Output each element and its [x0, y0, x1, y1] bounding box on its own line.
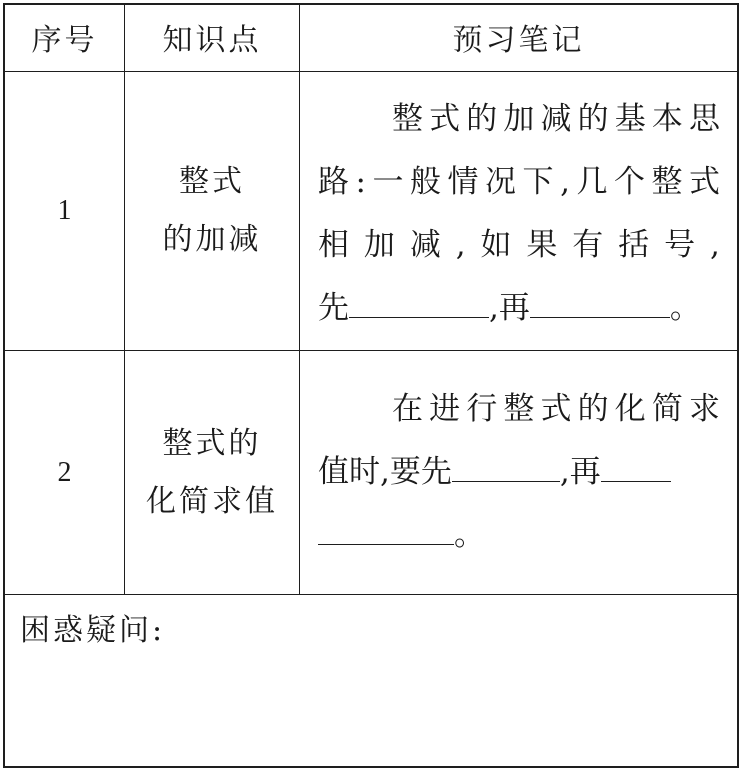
- answer-blank[interactable]: [530, 289, 670, 318]
- topic-line: 化简求值: [146, 483, 278, 519]
- note-line: [318, 214, 720, 277]
- note-char: 情: [447, 164, 479, 200]
- note-fill-line: [318, 504, 720, 567]
- note-char: :: [355, 164, 366, 200]
- note-char: 整: [392, 101, 423, 137]
- note-char: 加: [363, 227, 395, 263]
- row-topic: [125, 72, 299, 350]
- topic-line: 的加减: [162, 222, 262, 257]
- topic-line: 整式: [179, 164, 245, 199]
- doubts-label: 困惑疑问:: [20, 613, 166, 648]
- note-prefix: 值时,要先: [318, 454, 452, 490]
- note-char: 相: [318, 227, 349, 263]
- note-fill-line: [318, 441, 720, 504]
- answer-blank[interactable]: [349, 289, 489, 318]
- note-char: 几: [576, 164, 608, 200]
- note-char: 本: [651, 101, 683, 137]
- note-char: 括: [618, 227, 650, 263]
- row-notes: [318, 88, 720, 340]
- note-char: 简: [651, 391, 683, 427]
- note-middle: ,再: [489, 290, 530, 326]
- note-line: [318, 151, 720, 214]
- note-char: 整: [651, 164, 683, 200]
- column-divider: [299, 3, 300, 594]
- note-char: 减: [540, 101, 572, 137]
- note-char: 路: [318, 164, 349, 200]
- note-char: 求: [689, 391, 720, 427]
- note-middle: ,再: [559, 454, 601, 490]
- note-prefix: 先: [318, 290, 349, 326]
- note-end: 。: [454, 517, 485, 553]
- note-char: 整: [503, 391, 535, 427]
- note-char: 基: [614, 101, 646, 137]
- answer-blank[interactable]: [318, 516, 454, 545]
- note-char: 果: [526, 227, 558, 263]
- note-char: 般: [410, 164, 441, 200]
- note-char: ,: [455, 227, 466, 263]
- answer-blank[interactable]: [601, 453, 671, 482]
- note-char: 的: [466, 101, 498, 137]
- note-end: 。: [669, 290, 701, 326]
- note-char: 个: [613, 164, 645, 200]
- note-char: 号: [664, 227, 696, 263]
- row-notes: [318, 378, 720, 567]
- note-char: 下: [522, 164, 554, 200]
- note-char: 的: [577, 391, 609, 427]
- note-line: [318, 88, 720, 151]
- note-line: [318, 378, 720, 441]
- note-char: 况: [485, 164, 517, 200]
- header-notes: 预习笔记: [452, 23, 585, 58]
- row-index: 2: [57, 456, 72, 488]
- answer-blank[interactable]: [452, 453, 560, 482]
- note-char: 有: [572, 227, 604, 263]
- note-char: 行: [466, 391, 498, 427]
- row-topic: [125, 351, 299, 594]
- row-divider: [3, 594, 739, 595]
- note-char: 进: [429, 391, 461, 427]
- header-index: 序号: [31, 23, 98, 58]
- note-char: 在: [392, 391, 423, 427]
- note-char: 式: [429, 101, 461, 137]
- header-topic: 知识点: [162, 23, 262, 58]
- note-char: 一: [372, 164, 404, 200]
- note-char: 如: [480, 227, 512, 263]
- note-char: 加: [503, 101, 535, 137]
- row-index: 1: [57, 195, 72, 226]
- note-char: ,: [560, 164, 570, 200]
- note-char: 思: [689, 101, 720, 137]
- doubts-writing-area[interactable]: [20, 650, 720, 760]
- topic-line: 整式的: [162, 425, 262, 461]
- note-char: 减: [409, 227, 441, 263]
- note-fill-line: [318, 277, 720, 340]
- note-char: 式: [540, 391, 572, 427]
- note-char: ,: [710, 227, 720, 263]
- note-char: 式: [688, 164, 720, 200]
- note-char: 的: [577, 101, 609, 137]
- note-char: 化: [614, 391, 646, 427]
